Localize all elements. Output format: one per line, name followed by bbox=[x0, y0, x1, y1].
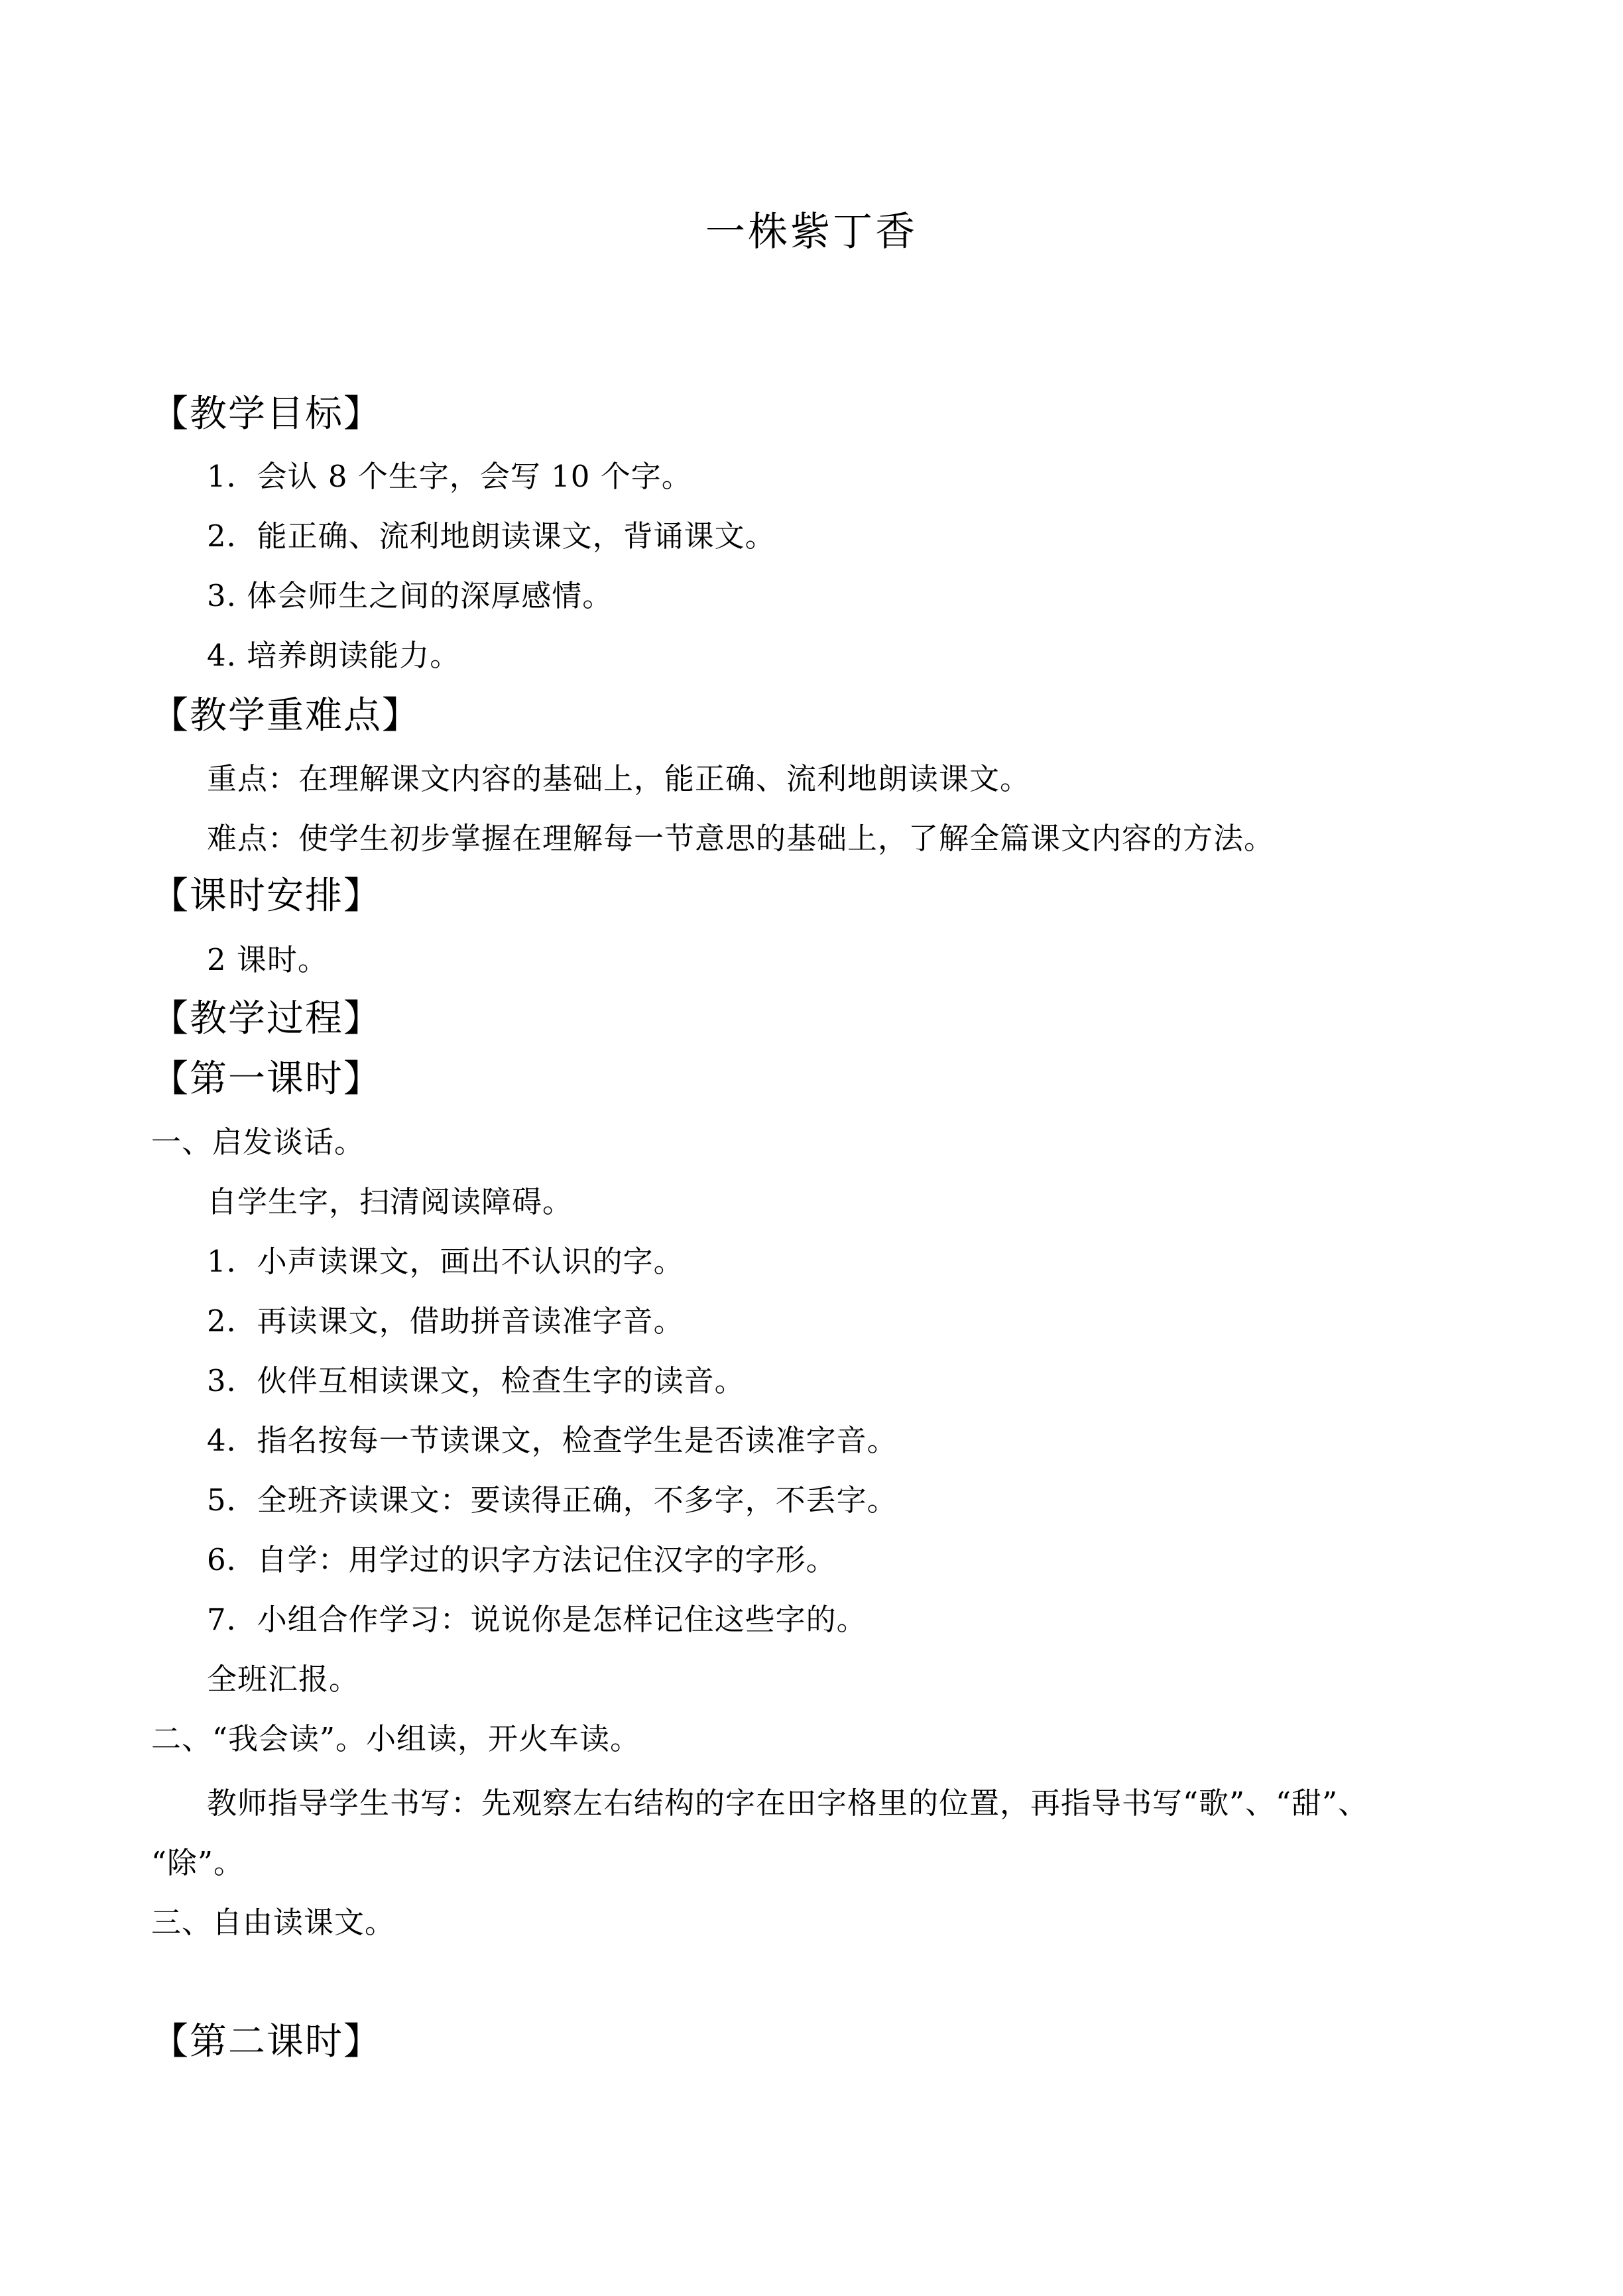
part-two-title: 二、“我会读”。小组读，开火车读。 bbox=[151, 1721, 641, 1756]
step-item-7: 7．小组合作学习：说说你是怎样记住这些字的。 bbox=[207, 1602, 867, 1637]
part-one-title: 一、启发谈话。 bbox=[151, 1124, 365, 1160]
schedule-text: 2 课时。 bbox=[207, 942, 328, 977]
part-one-report: 全班汇报。 bbox=[207, 1662, 360, 1697]
goal-item-3: 3. 体会师生之间的深厚感情。 bbox=[207, 578, 613, 613]
page-title: 一株紫丁香 bbox=[705, 209, 918, 255]
part-one-intro: 自学生字，扫清阅读障碍。 bbox=[207, 1184, 573, 1219]
difficult-point-text: 难点：使学生初步掌握在理解每一节意思的基础上，了解全篇课文内容的方法。 bbox=[207, 821, 1275, 856]
goal-item-2: 2．能正确、流利地朗读课文，背诵课文。 bbox=[207, 518, 776, 554]
part-two-text-line-2: “除”。 bbox=[151, 1845, 245, 1880]
step-item-6: 6．自学：用学过的识字方法记住汉字的字形。 bbox=[207, 1542, 837, 1577]
heading-teaching-goals: 【教学目标】 bbox=[151, 393, 382, 436]
heading-lesson-two: 【第二课时】 bbox=[151, 2020, 382, 2063]
step-item-5: 5．全班齐读课文：要读得正确，不多字，不丢字。 bbox=[207, 1482, 898, 1518]
goal-item-1: 1．会认 8 个生字，会写 10 个字。 bbox=[207, 459, 692, 494]
heading-schedule: 【课时安排】 bbox=[151, 875, 382, 918]
step-item-4: 4．指名按每一节读课文，检查学生是否读准字音。 bbox=[207, 1423, 898, 1458]
part-two-text-line-1: 教师指导学生书写：先观察左右结构的字在田字格里的位置，再指导书写“歌”、“甜”、 bbox=[207, 1785, 1369, 1821]
step-item-2: 2．再读课文，借助拼音读准字音。 bbox=[207, 1303, 684, 1339]
heading-lesson-one: 【第一课时】 bbox=[151, 1057, 382, 1101]
part-three-title: 三、自由读课文。 bbox=[151, 1905, 396, 1940]
key-point-text: 重点：在理解课文内容的基础上，能正确、流利地朗读课文。 bbox=[207, 761, 1031, 796]
heading-teaching-process: 【教学过程】 bbox=[151, 997, 382, 1040]
heading-key-difficult-points: 【教学重难点】 bbox=[151, 694, 420, 737]
step-item-1: 1．小声读课文，画出不认识的字。 bbox=[207, 1244, 684, 1279]
goal-item-4: 4. 培养朗读能力。 bbox=[207, 638, 461, 673]
step-item-3: 3．伙伴互相读课文，检查生字的读音。 bbox=[207, 1363, 745, 1398]
